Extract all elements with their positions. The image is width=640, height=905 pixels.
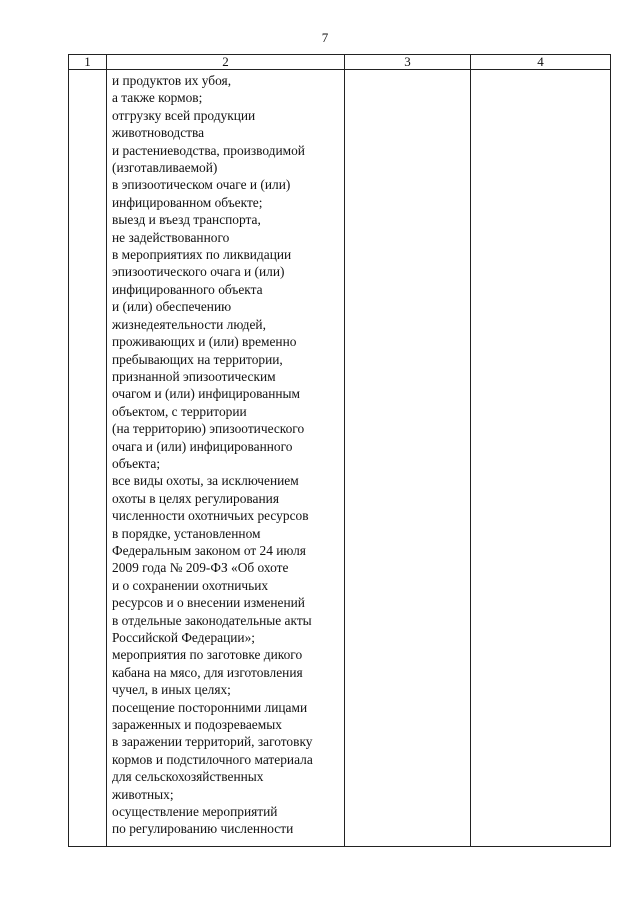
column-header-2: 2: [107, 55, 345, 70]
text-line: (на территорию) эпизоотического: [112, 421, 305, 437]
text-line: мероприятия по заготовке дикого: [112, 647, 303, 663]
text-line: 2009 года № 209-ФЗ «Об охоте: [112, 560, 289, 576]
text-line: выезд и въезд транспорта,: [112, 212, 261, 228]
text-line: охоты в целях регулирования: [112, 490, 279, 506]
document-table: [68, 54, 611, 847]
text-line: кабана на мясо, для изготовления: [112, 664, 303, 680]
text-line: и о сохранении охотничьих: [112, 577, 269, 593]
text-line: в порядке, установленном: [112, 525, 261, 541]
table-row: [69, 70, 611, 847]
text-line: Федеральным законом от 24 июля: [112, 542, 306, 558]
text-line: очагом и (или) инфицированным: [112, 386, 301, 402]
text-line: ресурсов и о внесении изменений: [112, 595, 305, 611]
text-line: кормов и подстилочного материала: [112, 751, 313, 767]
text-line: Российской Федерации»;: [112, 630, 255, 645]
page-number: 7: [321, 30, 329, 45]
text-line: проживающих и (или) временно: [112, 334, 297, 350]
text-line: объекта;: [112, 455, 161, 471]
table-header-row: [69, 55, 611, 70]
cell-column-2: [107, 70, 345, 847]
cell-column-3: [345, 70, 471, 847]
text-line: и продуктов их убоя,: [112, 73, 232, 88]
text-line: осуществление мероприятий: [112, 804, 278, 820]
column-2-text: [112, 72, 344, 838]
text-line: животных;: [112, 786, 174, 802]
text-line: посещение посторонними лицами: [112, 699, 308, 715]
text-line: в заражении территорий, заготовку: [112, 734, 313, 750]
column-header-1: 1: [69, 55, 107, 70]
text-line: отгрузку всей продукции: [112, 107, 256, 123]
text-line: инфицированном объекте;: [112, 194, 263, 210]
column-header-3: 3: [345, 55, 471, 70]
text-line: для сельскохозяйственных: [112, 769, 264, 785]
text-line: признанной эпизоотическим: [112, 368, 276, 384]
column-header-4: 4: [471, 55, 611, 70]
text-line: инфицированного объекта: [112, 281, 263, 297]
text-line: в эпизоотическом очаге и (или): [112, 177, 291, 193]
text-line: и (или) обеспечению: [112, 299, 232, 315]
text-line: очага и (или) инфицированного: [112, 438, 293, 454]
text-line: животноводства: [112, 125, 205, 141]
text-line: жизнедеятельности людей,: [112, 316, 266, 332]
text-line: чучел, в иных целях;: [112, 682, 231, 698]
text-line: в мероприятиях по ликвидации: [112, 247, 292, 263]
text-line: эпизоотического очага и (или): [112, 264, 285, 280]
cell-column-1: [69, 70, 107, 847]
text-line: в отдельные законодательные акты: [112, 612, 312, 628]
cell-column-4: [471, 70, 611, 847]
text-line: все виды охоты, за исключением: [112, 473, 299, 489]
text-line: а также кормов;: [112, 90, 203, 106]
text-line: численности охотничьих ресурсов: [112, 508, 309, 524]
text-line: пребывающих на территории,: [112, 351, 283, 367]
text-line: не задействованного: [112, 229, 230, 245]
text-line: и растениеводства, производимой: [112, 142, 305, 158]
text-line: объектом, с территории: [112, 403, 247, 419]
text-line: (изготавливаемой): [112, 160, 218, 176]
text-line: зараженных и подозреваемых: [112, 717, 282, 733]
text-line: по регулированию численности: [112, 821, 294, 837]
